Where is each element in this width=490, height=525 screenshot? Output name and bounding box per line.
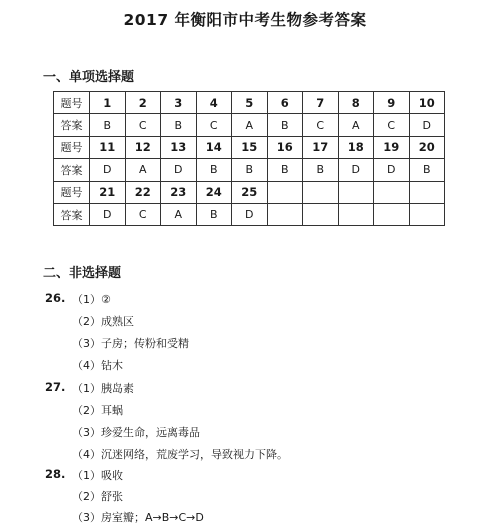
table-cell: 21 [90, 181, 126, 203]
table-cell: 8 [338, 92, 374, 114]
document-title: 2017 年衡阳市中考生物参考答案 [123, 11, 367, 29]
table-row [54, 181, 445, 203]
table-cell: 23 [161, 181, 197, 203]
row-label-cell: 题号 [54, 92, 90, 114]
question-number-26: 26. [45, 291, 66, 305]
q28-answer-3: （3）房室瓣；A→B→C→D [72, 511, 204, 524]
table-cell: 15 [232, 136, 268, 158]
q27-answer-3: （3）珍爱生命，远离毒品 [72, 426, 200, 439]
table-cell: 25 [232, 181, 268, 203]
table-cell: D [374, 159, 410, 181]
table-row [54, 159, 445, 181]
table-cell: C [125, 114, 161, 136]
table-cell: 22 [125, 181, 161, 203]
table-cell: 5 [232, 92, 268, 114]
table-cell: C [303, 114, 339, 136]
q27-answer-1: （1）胰岛素 [72, 382, 134, 395]
table-cell [267, 181, 303, 203]
table-cell: D [232, 203, 268, 225]
table-cell: 11 [90, 136, 126, 158]
table-cell [374, 181, 410, 203]
table-cell [338, 203, 374, 225]
table-cell: 9 [374, 92, 410, 114]
table-cell: A [125, 159, 161, 181]
row-label-cell: 题号 [54, 181, 90, 203]
table-cell: B [267, 159, 303, 181]
q26-answer-2: （2）成熟区 [72, 315, 134, 328]
table-cell: 20 [409, 136, 445, 158]
table-cell: D [338, 159, 374, 181]
table-cell: B [196, 203, 232, 225]
table-cell: B [303, 159, 339, 181]
table-cell [303, 203, 339, 225]
table-row [54, 92, 445, 114]
table-cell: B [409, 159, 445, 181]
table-row [54, 114, 445, 136]
table-cell: 19 [374, 136, 410, 158]
table-cell: D [90, 203, 126, 225]
q27-answer-4: （4）沉迷网络，荒废学习，导致视力下降。 [72, 448, 288, 461]
table-cell: 7 [303, 92, 339, 114]
table-cell: 17 [303, 136, 339, 158]
table-cell: 12 [125, 136, 161, 158]
table-cell [409, 203, 445, 225]
q26-answer-1: （1）② [72, 293, 111, 306]
table-cell: C [196, 114, 232, 136]
table-cell: D [161, 159, 197, 181]
table-cell [303, 181, 339, 203]
table-cell: 10 [409, 92, 445, 114]
q28-answer-2: （2）舒张 [72, 490, 123, 503]
question-number-28: 28. [45, 467, 66, 481]
table-cell: A [161, 203, 197, 225]
table-cell: C [125, 203, 161, 225]
table-cell: B [161, 114, 197, 136]
table-cell: 18 [338, 136, 374, 158]
section-heading-non-choice: 二、非选择题 [43, 266, 122, 281]
answer-table [53, 91, 445, 226]
table-cell: 3 [161, 92, 197, 114]
table-cell [374, 203, 410, 225]
table-cell: 1 [90, 92, 126, 114]
table-cell [409, 181, 445, 203]
table-cell: A [232, 114, 268, 136]
table-cell: A [338, 114, 374, 136]
q26-answer-3: （3）子房；传粉和受精 [72, 337, 189, 350]
table-cell: 4 [196, 92, 232, 114]
table-row [54, 203, 445, 225]
table-cell: D [90, 159, 126, 181]
q28-answer-1: （1）吸收 [72, 469, 123, 482]
section-heading-single-choice: 一、单项选择题 [43, 70, 135, 85]
q27-answer-2: （2）耳蜗 [72, 404, 123, 417]
table-cell [338, 181, 374, 203]
table-cell: B [267, 114, 303, 136]
table-cell: 24 [196, 181, 232, 203]
table-cell: 2 [125, 92, 161, 114]
question-number-27: 27. [45, 380, 66, 394]
table-cell: B [90, 114, 126, 136]
table-cell: B [196, 159, 232, 181]
row-label-cell: 答案 [54, 203, 90, 225]
table-cell: C [374, 114, 410, 136]
table-cell: 16 [267, 136, 303, 158]
table-cell: 13 [161, 136, 197, 158]
row-label-cell: 答案 [54, 114, 90, 136]
table-cell [267, 203, 303, 225]
q26-answer-4: （4）钻木 [72, 359, 123, 372]
table-cell: 14 [196, 136, 232, 158]
row-label-cell: 答案 [54, 159, 90, 181]
table-cell: B [232, 159, 268, 181]
table-cell: D [409, 114, 445, 136]
table-cell: 6 [267, 92, 303, 114]
table-row [54, 136, 445, 158]
row-label-cell: 题号 [54, 136, 90, 158]
